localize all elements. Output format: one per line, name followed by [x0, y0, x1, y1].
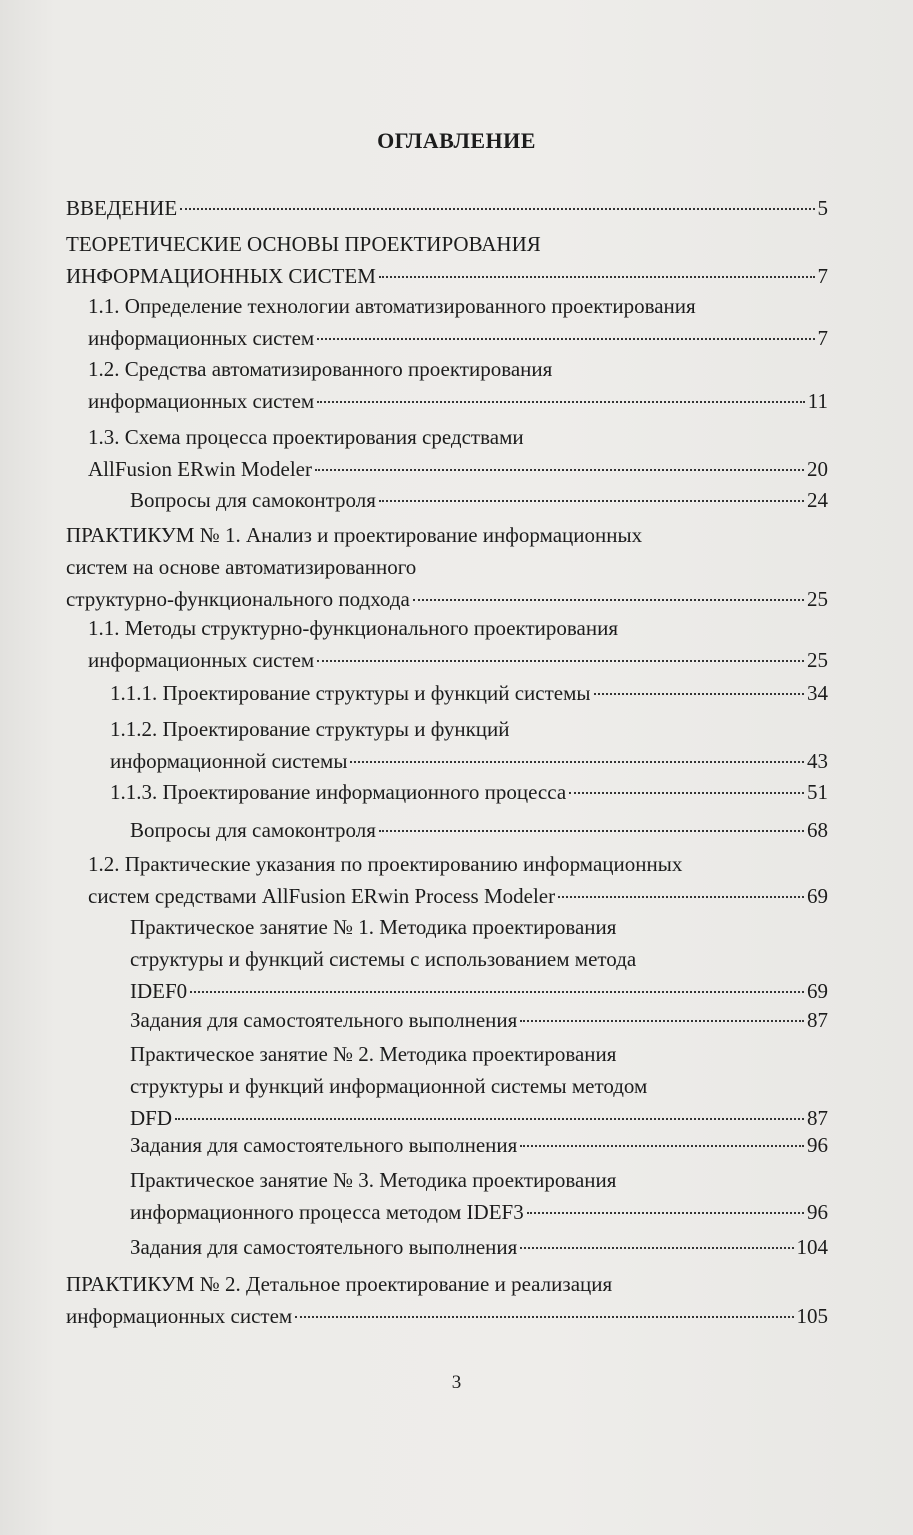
- toc-entry-page: 5: [817, 196, 828, 220]
- toc-entry-title-line: ПРАКТИКУМ № 2. Детальное проектирование и реализация: [66, 1272, 613, 1296]
- toc-entry-title-line: DFD: [130, 1106, 173, 1130]
- toc-entry-page: 43: [807, 749, 828, 773]
- toc-entry: [130, 484, 828, 516]
- dot-leader: [350, 761, 804, 763]
- page-number: 3: [451, 1372, 462, 1393]
- toc-entry-title-line: структурно-функционального подхода: [66, 587, 410, 611]
- dot-leader: [520, 1145, 804, 1147]
- toc-entry-title-line: ПРАКТИКУМ № 1. Анализ и проектирование информационных: [66, 523, 643, 547]
- toc-entry: [66, 1268, 828, 1332]
- toc-entry: [66, 519, 828, 615]
- dot-leader: [317, 338, 814, 340]
- toc-entry-page: 87: [807, 1008, 828, 1032]
- toc-entry: [110, 713, 828, 777]
- dot-leader: [520, 1020, 804, 1022]
- dot-leader: [190, 991, 804, 993]
- toc-entry: [88, 353, 828, 417]
- toc-entry: [88, 848, 828, 912]
- toc-entry-page: 7: [817, 326, 828, 350]
- toc-entry-title-line: Практическое занятие № 3. Методика проектирования: [130, 1168, 617, 1192]
- toc-entry-title-line: информационных систем: [88, 326, 315, 350]
- toc-entry-title-line: AllFusion ERwin Modeler: [88, 457, 312, 481]
- toc-entry-title-line: структуры и функций информационной системы методом: [130, 1074, 648, 1098]
- toc-entry-title-line: систем средствами AllFusion ERwin Process Modeler: [88, 884, 556, 908]
- toc-entry-title-line: Задания для самостоятельного выполнения: [130, 1008, 518, 1032]
- toc-entry-title-line: информационных систем: [66, 1304, 293, 1328]
- toc-entry-title-line: структуры и функций системы с использованием метода: [130, 947, 637, 971]
- toc-entry-page: 11: [807, 389, 828, 413]
- toc-entry-title-line: 1.1. Определение технологии автоматизированного проектирования: [88, 294, 696, 318]
- toc-entry-page: 51: [807, 780, 828, 804]
- toc-entry-title-line: Вопросы для самоконтроля: [130, 488, 376, 512]
- toc-entry-page: 87: [807, 1106, 828, 1130]
- dot-leader: [379, 500, 804, 502]
- toc-entry: [130, 1164, 828, 1228]
- dot-leader: [558, 896, 804, 898]
- toc-entry-title-line: Практическое занятие № 1. Методика проектирования: [130, 915, 617, 939]
- toc-entry: [130, 1038, 828, 1134]
- toc-entry: [66, 192, 828, 224]
- toc-entry-title-line: Практическое занятие № 2. Методика проектирования: [130, 1042, 617, 1066]
- toc-entry-title-line: Задания для самостоятельного выполнения: [130, 1133, 518, 1157]
- toc-entry-page: 34: [807, 681, 828, 705]
- dot-leader: [379, 276, 815, 278]
- toc-entry-page: 96: [807, 1200, 828, 1224]
- toc-heading: ОГЛАВЛЕНИЕ: [377, 128, 536, 153]
- toc-entry-page: 69: [807, 979, 828, 1003]
- toc-entry-title-line: Задания для самостоятельного выполнения: [130, 1235, 518, 1259]
- dot-leader: [315, 469, 804, 471]
- toc-entry: [130, 1129, 828, 1161]
- toc-entry: [130, 911, 828, 1007]
- toc-entry-title-line: 1.3. Схема процесса проектирования средствами: [88, 425, 524, 449]
- toc-entry-title-line: ВВЕДЕНИЕ: [66, 196, 178, 220]
- toc-entry-page: 69: [807, 884, 828, 908]
- dot-leader: [175, 1118, 804, 1120]
- toc-entry-title-line: 1.1.1. Проектирование структуры и функций системы: [110, 681, 591, 705]
- toc-entry-title-line: систем на основе автоматизированного: [66, 555, 417, 579]
- toc-entry: [66, 228, 828, 292]
- toc-entry-page: 68: [807, 818, 828, 842]
- toc-entry: [88, 290, 828, 354]
- dot-leader: [379, 830, 804, 832]
- toc-entry-title-line: ТЕОРЕТИЧЕСКИЕ ОСНОВЫ ПРОЕКТИРОВАНИЯ: [66, 232, 541, 256]
- toc-entry-page: 20: [807, 457, 828, 481]
- dot-leader: [180, 208, 814, 210]
- toc-entry-page: 25: [807, 587, 828, 611]
- toc-entry-page: 96: [807, 1133, 828, 1157]
- toc-entry-title-line: Вопросы для самоконтроля: [130, 818, 376, 842]
- toc-entry: [130, 1231, 828, 1263]
- dot-leader: [413, 599, 804, 601]
- toc-entry-page: 7: [817, 264, 828, 288]
- toc-entry: [110, 677, 828, 709]
- toc-entry-page: 104: [796, 1235, 828, 1259]
- dot-leader: [594, 693, 804, 695]
- dot-leader: [295, 1316, 793, 1318]
- toc-entry-page: 24: [807, 488, 828, 512]
- toc-entry-title-line: ИНФОРМАЦИОННЫХ СИСТЕМ: [66, 264, 376, 288]
- toc-entry-title-line: информационных систем: [88, 389, 315, 413]
- toc-entry-title-line: информационных систем: [88, 648, 315, 672]
- toc-entry-title-line: 1.2. Практические указания по проектированию информационных: [88, 852, 683, 876]
- toc-entry-title-line: информационной системы: [110, 749, 348, 773]
- toc-entry-title-line: 1.1. Методы структурно-функционального проектирования: [88, 616, 618, 640]
- dot-leader: [317, 401, 805, 403]
- toc-entry: [130, 1004, 828, 1036]
- toc-entry-page: 105: [796, 1304, 828, 1328]
- toc-entry: [110, 776, 828, 808]
- dot-leader: [520, 1247, 793, 1249]
- toc-entry: [88, 612, 828, 676]
- dot-leader: [317, 660, 804, 662]
- toc-entry: [130, 814, 828, 846]
- toc-entry-page: 25: [807, 648, 828, 672]
- toc-entry-title-line: информационного процесса методом IDEF3: [130, 1200, 524, 1224]
- dot-leader: [527, 1212, 804, 1214]
- toc-entry-title-line: IDEF0: [130, 979, 188, 1003]
- toc-entry-title-line: 1.1.3. Проектирование информационного процесса: [110, 780, 567, 804]
- toc-entry-title-line: 1.2. Средства автоматизированного проектирования: [88, 357, 553, 381]
- dot-leader: [569, 792, 804, 794]
- toc-entry: [88, 421, 828, 485]
- toc-entry-title-line: 1.1.2. Проектирование структуры и функций: [110, 717, 510, 741]
